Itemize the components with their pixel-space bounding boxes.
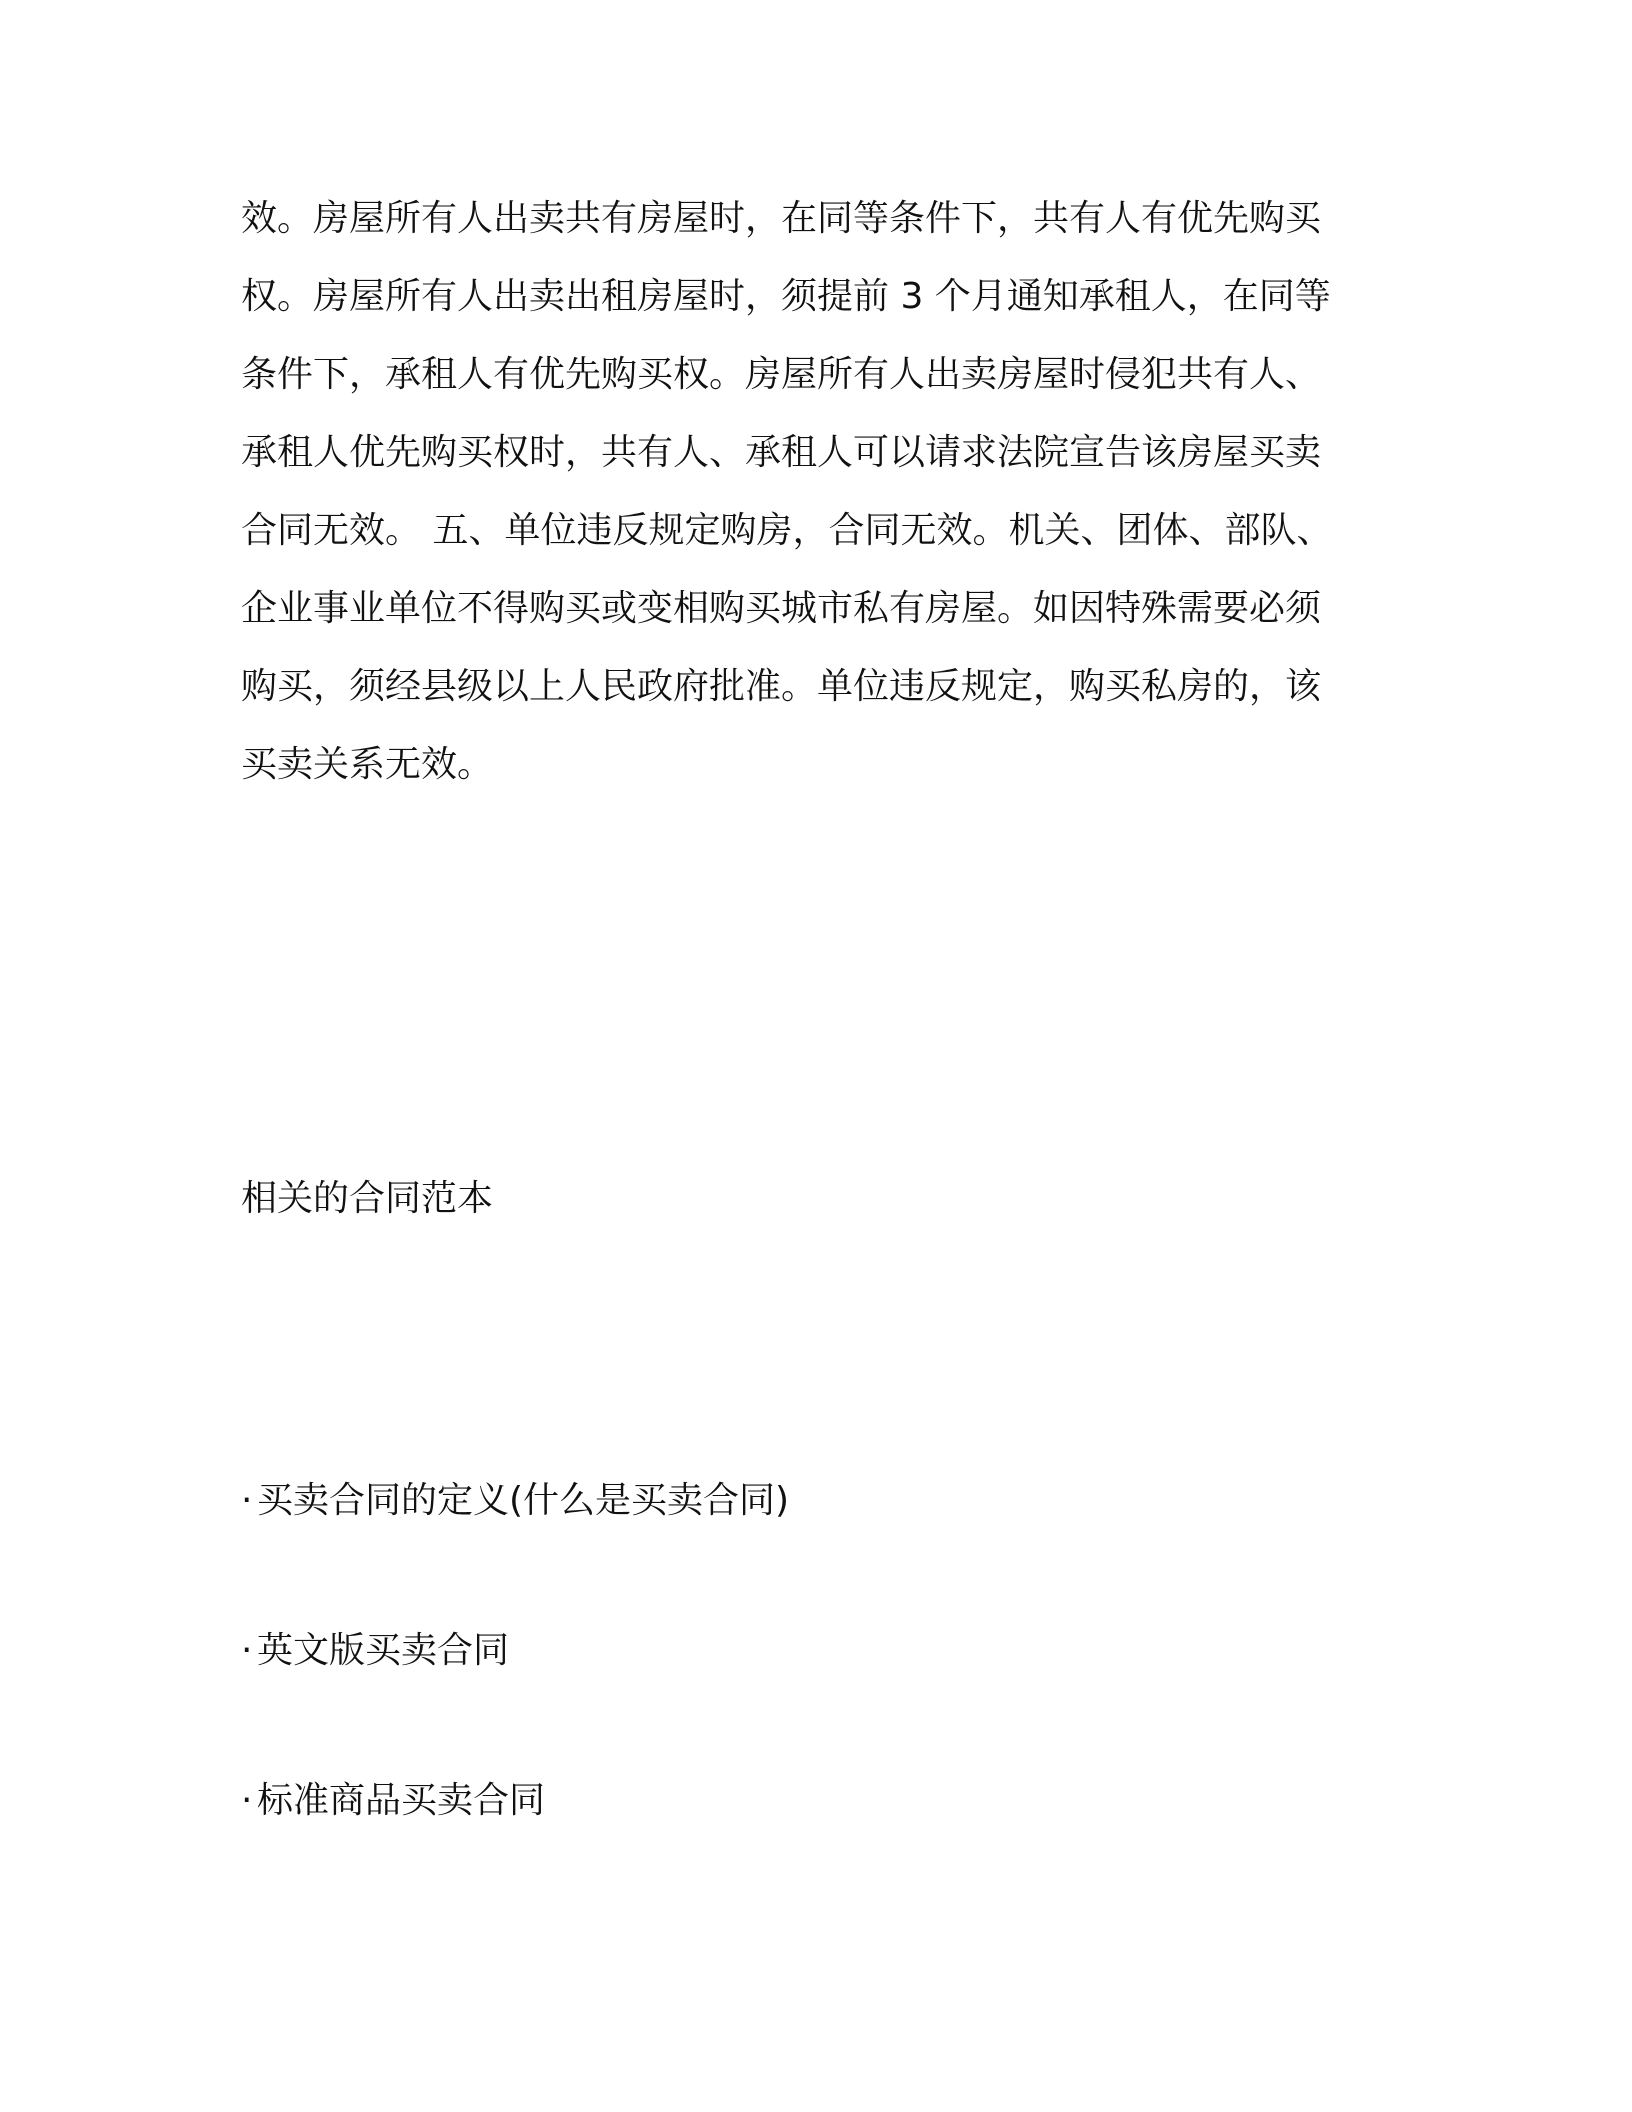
- body-line: 效。房屋所有人出卖共有房屋时，在同等条件下，共有人有优先购买: [241, 198, 1322, 239]
- body-line: 购买，须经县级以上人民政府批准。单位违反规定，购买私房的，该: [241, 666, 1322, 707]
- body-line: 条件下，承租人有优先购买权。房屋所有人出卖房屋时侵犯共有人、: [241, 354, 1322, 395]
- related-template-link[interactable]: [241, 1766, 789, 1916]
- body-line: 权。房屋所有人出卖出租房屋时，须提前 3 个月通知承租人，在同等: [241, 276, 1331, 317]
- related-templates-list: [241, 1466, 789, 1916]
- related-template-label: 买卖合同的定义(什么是买卖合同): [257, 1480, 790, 1521]
- bullet-dot: ·: [241, 1630, 253, 1671]
- bullet-dot: ·: [241, 1780, 253, 1821]
- related-template-link[interactable]: [241, 1466, 789, 1616]
- body-line: 买卖关系无效。: [241, 744, 494, 785]
- related-templates-title: 相关的合同范本: [241, 1178, 494, 1219]
- body-line: 企业事业单位不得购买或变相购买城市私有房屋。如因特殊需要必须: [241, 588, 1322, 629]
- bullet-dot: ·: [241, 1480, 253, 1521]
- related-template-label: 英文版买卖合同: [257, 1630, 510, 1671]
- body-line: 承租人优先购买权时，共有人、承租人可以请求法院宣告该房屋买卖: [241, 432, 1322, 473]
- related-template-label: 标准商品买卖合同: [257, 1780, 546, 1821]
- related-template-link[interactable]: [241, 1616, 789, 1766]
- body-paragraph: [241, 180, 1371, 804]
- body-line: 合同无效。 五、单位违反规定购房，合同无效。机关、团体、部队、: [241, 510, 1333, 551]
